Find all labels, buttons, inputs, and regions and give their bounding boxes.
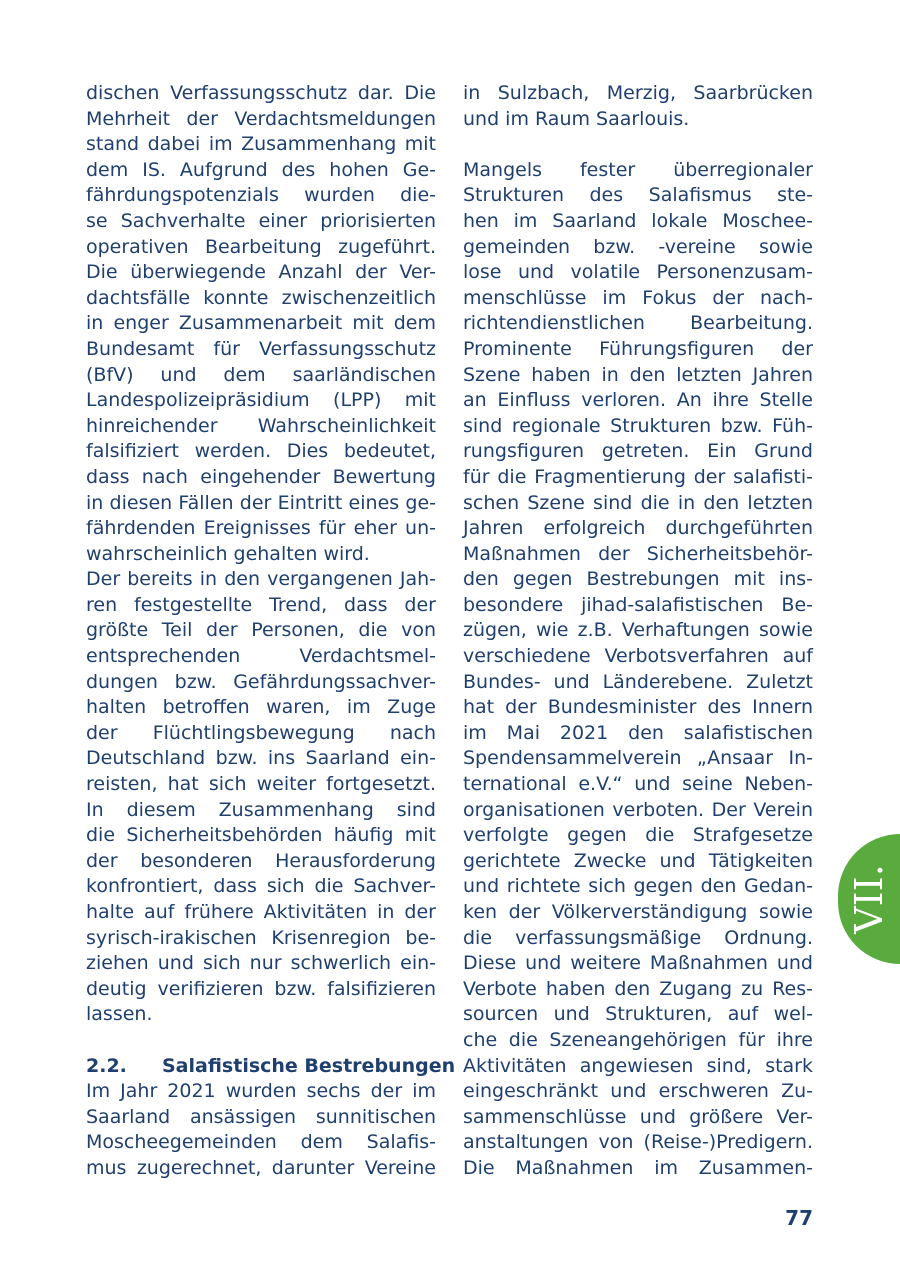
text-line: organisationen verboten. Der Verein	[463, 798, 813, 821]
section-intro-paragraph	[86, 1079, 436, 1181]
text-line: gemeinden bzw. -vereine sowie	[463, 235, 813, 258]
left-text-column	[86, 81, 456, 1182]
text-line: sind regionale Strukturen bzw. Füh-	[463, 414, 813, 437]
text-line: dungen bzw. Gefährdungssachver-	[86, 670, 436, 693]
section-heading	[86, 1054, 456, 1080]
text-line: der Flüchtlingsbewegung nach	[86, 721, 436, 744]
right-text-column	[463, 81, 813, 1182]
text-line: die Sicherheitsbehörden häufig mit	[86, 824, 436, 847]
paragraph-gap	[86, 1028, 436, 1054]
text-line: stand dabei im Zusammenhang mit	[86, 133, 436, 156]
section-number: 2.2.	[86, 1054, 127, 1077]
text-line: die verfassungsmäßige Ordnung.	[463, 926, 813, 949]
text-line: im Mai 2021 den salafistischen	[463, 721, 813, 744]
text-line: konfrontiert, dass sich die Sachver-	[86, 875, 436, 898]
text-line: und richtete sich gegen den Gedan-	[463, 875, 813, 898]
page-number: 77	[785, 1206, 813, 1230]
text-line: Mangels fester überregionaler	[463, 158, 813, 181]
text-line: se Sachverhalte einer priorisierten	[86, 209, 436, 232]
section-title: Salafistische Bestrebungen	[162, 1054, 456, 1077]
left-paragraphs	[86, 81, 436, 1028]
text-line: der besonderen Herausforderung	[86, 849, 436, 872]
text-line: wahrscheinlich gehalten wird.	[86, 542, 370, 565]
text-line: hat der Bundesminister des Innern	[463, 696, 813, 719]
text-line: fährdungspotenzials wurden die-	[86, 184, 436, 207]
text-line: eingeschränkt und erschweren Zu-	[463, 1080, 813, 1103]
text-line: schen Szene sind die in den letzten	[463, 491, 813, 514]
text-line: halte auf frühere Aktivitäten in der	[86, 901, 436, 923]
text-line: hen im Saarland lokale Moschee-	[463, 209, 813, 232]
text-line: Strukturen des Salafismus ste-	[463, 184, 813, 207]
text-line: gerichtete Zwecke und Tätigkeiten	[463, 849, 813, 872]
text-line: verschiedene Verbotsverfahren auf	[463, 645, 813, 668]
text-line: dischen Verfassungsschutz dar. Die	[86, 82, 436, 104]
text-line: und im Raum Saarlouis.	[463, 107, 690, 130]
text-line: Bundesamt für Verfassungsschutz	[86, 337, 436, 360]
text-line: rungsfiguren getreten. Ein Grund	[463, 440, 813, 463]
text-line: richtendienstlichen Bearbeitung.	[463, 312, 813, 335]
text-line: Im Jahr 2021 wurden sechs der im	[86, 1080, 436, 1103]
text-line: Deutschland bzw. ins Saarland ein-	[86, 747, 436, 770]
continued-paragraph	[463, 81, 813, 132]
text-line: Aktivitäten angewiesen sind, stark	[463, 1054, 813, 1077]
text-line: In diesem Zusammenhang sind	[86, 798, 436, 821]
text-line: lose und volatile Personenzusam-	[463, 261, 813, 284]
text-line: falsifiziert werden. Dies bedeutet,	[86, 440, 436, 463]
text-line: ren festgestellte Trend, dass der	[86, 593, 436, 616]
text-line: Diese und weitere Maßnahmen und	[463, 952, 813, 975]
text-line: halten betroffen waren, im Zuge	[86, 696, 436, 719]
text-line: lassen.	[86, 1003, 153, 1026]
text-line: sourcen und Strukturen, auf wel-	[463, 1003, 813, 1026]
chapter-tab	[838, 834, 900, 964]
text-line: mus zugerechnet, darunter Vereine	[86, 1156, 436, 1179]
text-line: Mehrheit der Verdachtsmeldungen	[86, 107, 436, 130]
paragraph-gap	[463, 132, 813, 158]
text-line: Landespolizeipräsidium (LPP) mit	[86, 389, 436, 412]
text-line: an Einfluss verloren. An ihre Stelle	[463, 389, 813, 412]
text-line: in Sulzbach, Merzig, Saarbrücken	[463, 82, 813, 104]
text-line: dachtsfälle konnte zwischenzeitlich	[86, 286, 436, 309]
text-line: Die Maßnahmen im Zusammen-	[463, 1156, 813, 1179]
text-line: verfolgte gegen die Strafgesetze	[463, 824, 813, 847]
text-line: Prominente Führungsfiguren der	[463, 337, 813, 360]
text-line: den gegen Bestrebungen mit ins-	[463, 568, 813, 591]
text-line: Verbote haben den Zugang zu Res-	[463, 977, 813, 1000]
text-line: entsprechenden Verdachtsmel-	[86, 645, 436, 668]
text-line: dem IS. Aufgrund des hohen Ge-	[86, 158, 436, 181]
text-line: menschlüsse im Fokus der nach-	[463, 286, 813, 309]
chapter-tab-label: VII.	[847, 864, 891, 934]
text-line: zügen, wie z.B. Verhaftungen sowie	[463, 619, 813, 642]
text-line: Saarland ansässigen sunnitischen	[86, 1105, 436, 1128]
text-line: anstaltungen von (Reise-)Predigern.	[463, 1131, 813, 1154]
text-line: dass nach eingehender Bewertung	[86, 465, 436, 488]
text-line: größte Teil der Personen, die von	[86, 619, 436, 642]
text-line: Die überwiegende Anzahl der Ver-	[86, 261, 436, 284]
text-line: reisten, hat sich weiter fortgesetzt.	[86, 773, 436, 796]
text-line: che die Szeneangehörigen für ihre	[463, 1028, 813, 1051]
text-line: ken der Völkerverständigung sowie	[463, 901, 813, 923]
text-line: Moscheegemeinden dem Salafis-	[86, 1131, 436, 1154]
text-line: Spendensammelverein „Ansaar In-	[463, 747, 813, 770]
text-line: Szene haben in den letzten Jahren	[463, 363, 813, 386]
text-line: hinreichender Wahrscheinlichkeit	[86, 414, 436, 437]
text-line: syrisch-irakischen Krisenregion be-	[86, 926, 436, 949]
text-line: sammenschlüsse und größere Ver-	[463, 1105, 813, 1128]
text-line: Der bereits in den vergangenen Jah-	[86, 568, 436, 591]
text-line: fährdenden Ereignisses für eher un-	[86, 517, 436, 540]
text-line: besondere jihad-salafistischen Be-	[463, 593, 813, 616]
text-line: für die Fragmentierung der salafisti-	[463, 465, 813, 488]
text-line: deutig verifizieren bzw. falsifizieren	[86, 977, 436, 1000]
text-line: Jahren erfolgreich durchgeführten	[463, 517, 813, 540]
text-line: in enger Zusammenarbeit mit dem	[86, 312, 436, 335]
text-line: in diesen Fällen der Eintritt eines ge-	[86, 491, 436, 514]
text-line: operativen Bearbeitung zugeführt.	[86, 235, 436, 258]
text-line: ziehen und sich nur schwerlich ein-	[86, 952, 436, 975]
text-line: Bundes- und Länderebene. Zuletzt	[463, 670, 813, 693]
text-line: (BfV) und dem saarländischen	[86, 363, 436, 386]
text-line: ternational e.V.“ und seine Neben-	[463, 773, 813, 796]
text-line: Maßnahmen der Sicherheitsbehör-	[463, 542, 813, 565]
salafism-paragraph	[463, 158, 813, 1182]
